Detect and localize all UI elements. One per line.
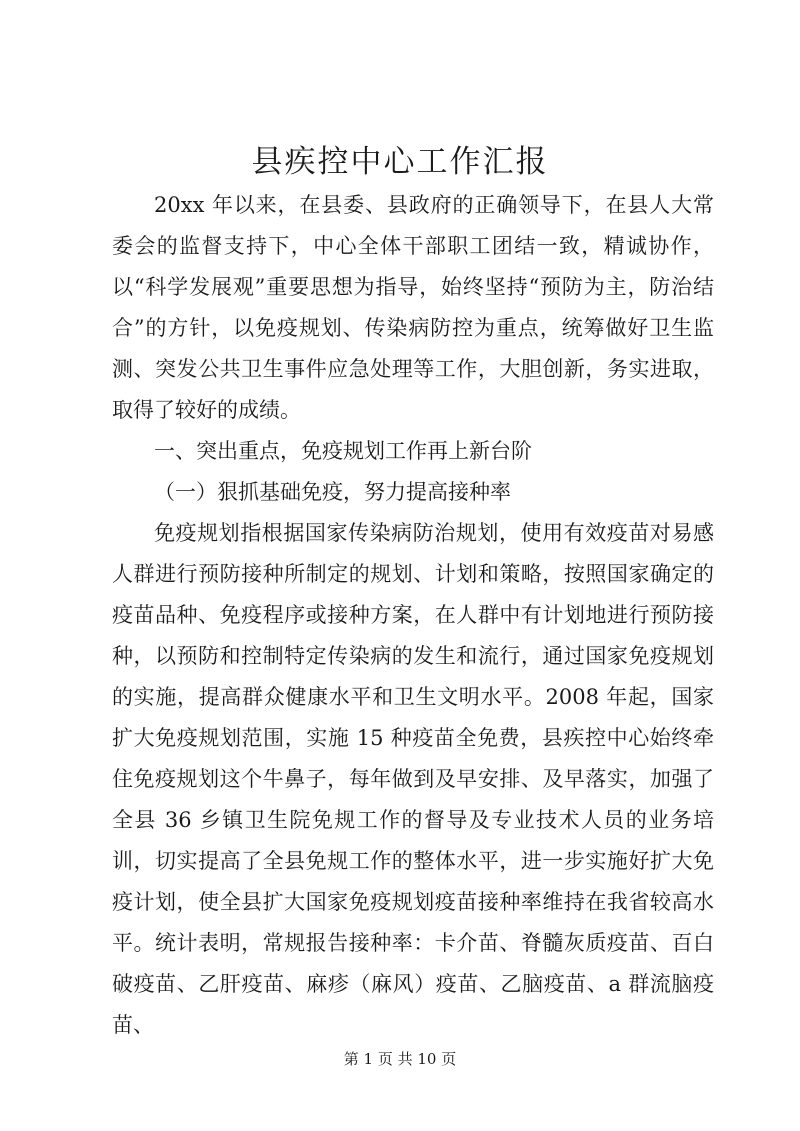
page-footer: 第 1 页 共 10 页 [343,1050,457,1068]
document-body [112,185,714,1046]
section-heading-1: 一、突出重点，免疫规划工作再上新台阶 [154,439,532,463]
paragraph-immunization: 免疫规划指根据国家传染病防治规划，使用有效疫苗对易感人群进行预防接种所制定的规划、计划和策略，按照国家确定的疫苗品种、免疫程序或接种方案，在人群中有计划地进行预防接种，以预防和控制特定传染病的发生和流行，通过国家免疫规划的实施，提高群众健康水平和卫生文明水平。2008 年起，国家扩大免疫规划范围，实施 15 种疫苗全免费，县疾控中心始终牵住免疫规划这个牛鼻子，每年做到及早安排、及早落实，加强了全县 36 乡镇卫生院免规工作的督导及专业技术人员的业务培训，切实提高了全县免规工作的整体水平，进一步实施好扩大免疫计划，使全县扩大国家免疫规划疫苗接种率维持在我省较高水平。统计表明，常规报告接种率：卡介苗、脊髓灰质疫苗、百白破疫苗、乙肝疫苗、麻疹（麻风）疫苗、乙脑疫苗、a 群流脑疫苗、 [112,521,714,1037]
document-title: 县疾控中心工作汇报 [251,144,549,180]
subsection-heading-1: （一）狠抓基础免疫，努力提高接种率 [154,480,511,504]
paragraph-intro: 20xx 年以来，在县委、县政府的正确领导下，在县人大常委会的监督支持下，中心全体干部职工团结一致，精诚协作，以“科学发展观”重要思想为指导，始终坚持“预防为主，防治结合”的方针，以免疫规划、传染病防控为重点，统筹做好卫生监测、突发公共卫生事件应急处理等工作，大胆创新，务实进取，取得了较好的成绩。 [112,193,714,422]
